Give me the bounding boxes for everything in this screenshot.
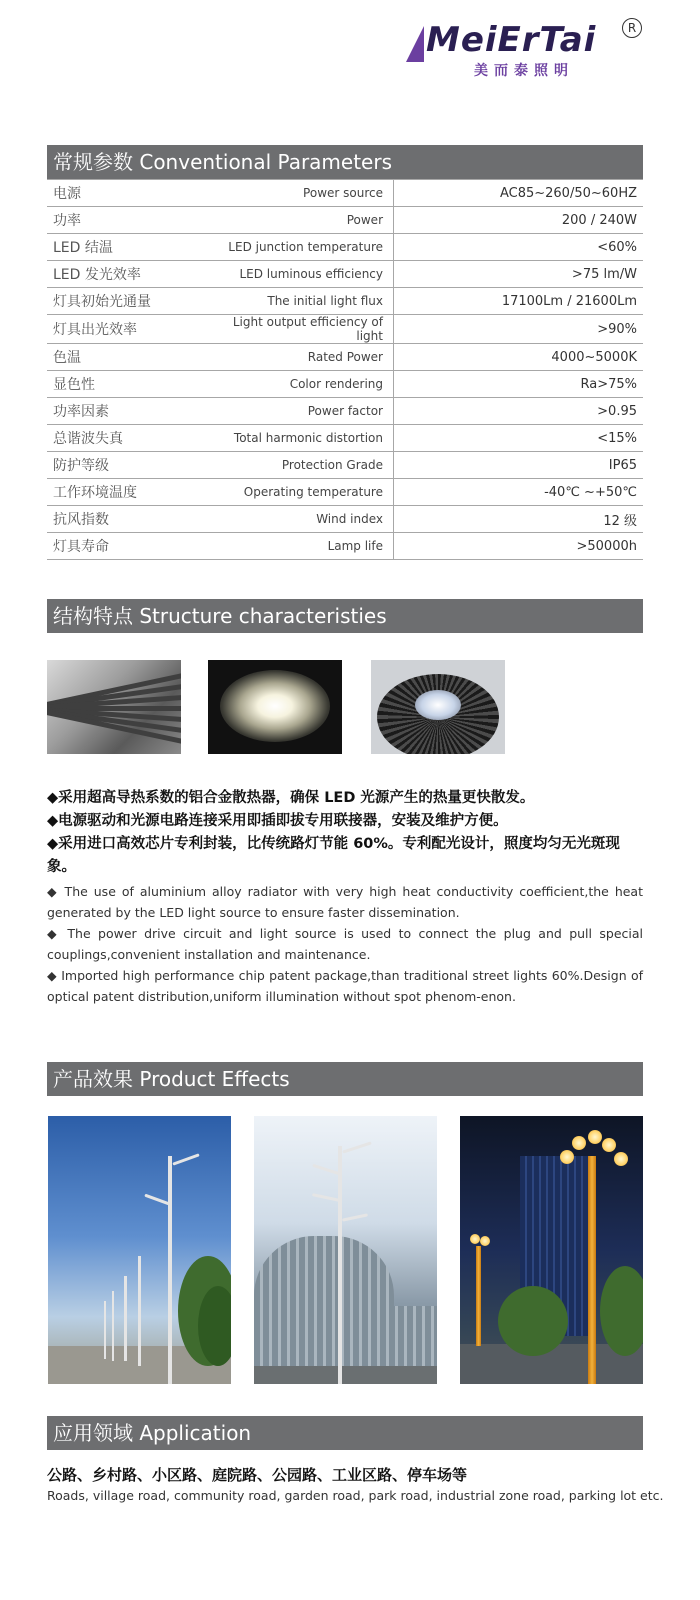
param-value: >75 lm/W (394, 261, 644, 288)
param-name-en: Wind index (203, 506, 394, 533)
feature-en-3: ◆ Imported high performance chip patent package,than traditional street lights 60%.Design of optical patent distribution,uniform illumination without spot phenom-enon. (47, 968, 643, 1004)
registered-mark-icon: R (622, 18, 642, 38)
param-name-cn: 总谐波失真 (47, 425, 203, 452)
params-table (47, 179, 643, 560)
logo-mark-icon (406, 26, 424, 62)
param-row (47, 207, 643, 234)
param-value: 17100Lm / 21600Lm (394, 288, 644, 315)
section-header-params: 常规参数 Conventional Parameters (47, 145, 643, 179)
param-value: IP65 (394, 452, 644, 479)
param-value: 4000~5000K (394, 344, 644, 371)
section-header-effects: 产品效果 Product Effects (47, 1062, 643, 1096)
param-name-en: Protection Grade (203, 452, 394, 479)
heatsink-photo (47, 660, 181, 754)
param-name-en: Total harmonic distortion (203, 425, 394, 452)
param-value: -40℃ ~+50℃ (394, 479, 644, 506)
led-lamp-lit-photo (208, 660, 342, 754)
param-name-cn: 抗风指数 (47, 506, 203, 533)
feature-cn-2: ◆电源驱动和光源电路连接采用即插即拔专用联接器，安装及维护方便。 (47, 813, 508, 829)
param-name-en: Lamp life (203, 533, 394, 560)
street-light-road-photo (48, 1116, 231, 1384)
param-name-cn: 色温 (47, 344, 203, 371)
led-lamp-underside-photo (371, 660, 505, 754)
logo-chinese-text: 美而泰照明 (474, 63, 574, 79)
param-value: >50000h (394, 533, 644, 560)
param-value: Ra>75% (394, 371, 644, 398)
param-name-cn: 功率 (47, 207, 203, 234)
param-name-en: Power factor (203, 398, 394, 425)
param-name-cn: 灯具初始光通量 (47, 288, 203, 315)
param-row (47, 398, 643, 425)
param-name-cn: 灯具出光效率 (47, 315, 203, 344)
param-name-en: Operating temperature (203, 479, 394, 506)
param-row (47, 288, 643, 315)
application-en-text: Roads, village road, community road, garden road, park road, industrial zone road, parking lot etc. (47, 1488, 664, 1503)
application-cn-text: 公路、乡村路、小区路、庭院路、公园路、工业区路、停车场等 (47, 1466, 468, 1484)
street-light-stadium-photo (254, 1116, 437, 1384)
feature-cn-1: ◆采用超高导热系数的铝合金散热器，确保 LED 光源产生的热量更快散发。 (47, 790, 535, 806)
param-name-cn: LED 结温 (47, 234, 203, 261)
param-value: 200 / 240W (394, 207, 644, 234)
param-row (47, 180, 643, 207)
param-row (47, 533, 643, 560)
param-value: AC85~260/50~60HZ (394, 180, 644, 207)
param-row (47, 315, 643, 344)
param-name-en: Color rendering (203, 371, 394, 398)
param-value: >0.95 (394, 398, 644, 425)
features-text (47, 787, 643, 1007)
param-name-cn: 工作环境温度 (47, 479, 203, 506)
param-name-en: Power (203, 207, 394, 234)
param-name-cn: LED 发光效率 (47, 261, 203, 288)
feature-cn-3: ◆采用进口高效芯片专利封装，比传统路灯节能 60%。专利配光设计，照度均匀无光斑现象。 (47, 836, 620, 875)
param-row (47, 425, 643, 452)
param-row (47, 452, 643, 479)
param-name-cn: 功率因素 (47, 398, 203, 425)
garden-light-night-photo (460, 1116, 643, 1384)
feature-en-2: ◆ The power drive circuit and light source is used to connect the plug and pull special couplings,convenient installation and maintenance. (47, 926, 643, 962)
param-name-en: Light output efficiency of light (203, 315, 394, 344)
param-value: >90% (394, 315, 644, 344)
brand-logo (404, 18, 654, 82)
param-value: <15% (394, 425, 644, 452)
param-name-en: The initial light flux (203, 288, 394, 315)
param-name-en: LED junction temperature (203, 234, 394, 261)
param-value: <60% (394, 234, 644, 261)
param-row (47, 234, 643, 261)
section-header-application: 应用领域 Application (47, 1416, 643, 1450)
param-name-cn: 防护等级 (47, 452, 203, 479)
param-name-cn: 灯具寿命 (47, 533, 203, 560)
param-name-en: Rated Power (203, 344, 394, 371)
param-row (47, 344, 643, 371)
logo-brand-text: MeiErTai (426, 20, 597, 60)
param-name-en: Power source (203, 180, 394, 207)
feature-en-1: ◆ The use of aluminium alloy radiator with very high heat conductivity coefficient,the heat generated by the LED light source to ensure faster dissemination. (47, 884, 643, 920)
param-name-cn: 电源 (47, 180, 203, 207)
param-value: 12 级 (394, 506, 644, 533)
param-name-en: LED luminous efficiency (203, 261, 394, 288)
param-row (47, 371, 643, 398)
section-header-structure: 结构特点 Structure characteristies (47, 599, 643, 633)
param-row (47, 261, 643, 288)
param-row (47, 479, 643, 506)
param-name-cn: 显色性 (47, 371, 203, 398)
param-row (47, 506, 643, 533)
